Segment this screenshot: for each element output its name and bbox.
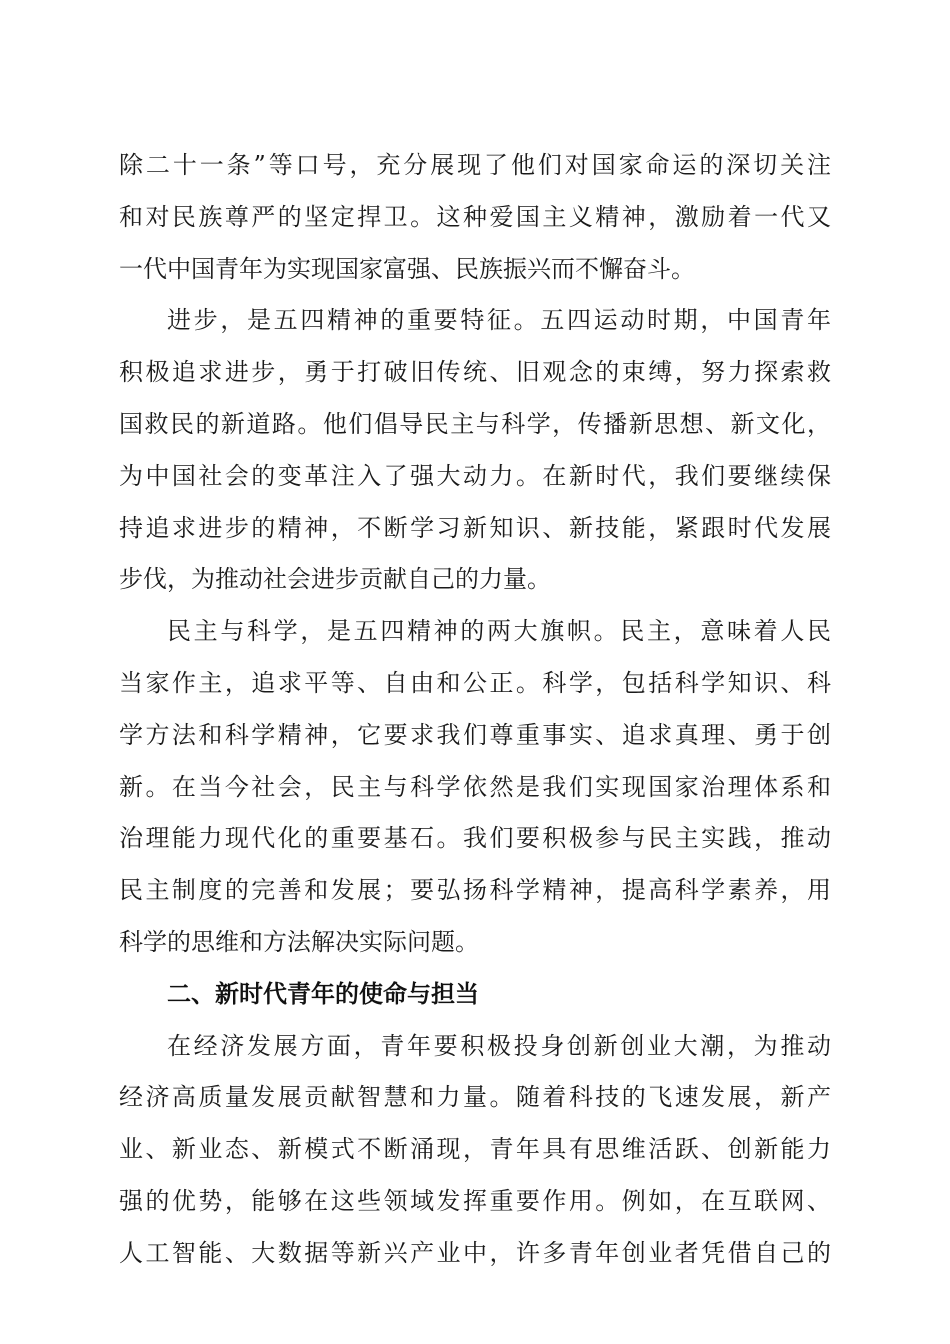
text-line: 步伐，为推动社会进步贡献自己的力量。 bbox=[119, 565, 551, 594]
text-line: 民主制度的完善和发展；要弘扬科学精神，提高科学素养，用 bbox=[119, 876, 831, 905]
text-line: 国救民的新道路。他们倡导民主与科学，传播新思想、新文化， bbox=[119, 409, 831, 438]
text-line: 一代中国青年为实现国家富强、民族振兴而不懈奋斗。 bbox=[119, 254, 695, 283]
document-body bbox=[119, 140, 831, 1280]
text-line: 除二十一条”等口号，充分展现了他们对国家命运的深切关注 bbox=[119, 151, 831, 179]
text-line: 和对民族尊严的坚定捍卫。这种爱国主义精神，激励着一代又 bbox=[119, 202, 831, 231]
text-line: 经济高质量发展贡献智慧和力量。随着科技的飞速发展，新产 bbox=[119, 1083, 831, 1112]
text-line: 科学的思维和方法解决实际问题。 bbox=[119, 927, 479, 956]
text-line: 为中国社会的变革注入了强大动力。在新时代，我们要继续保 bbox=[119, 461, 831, 490]
text-line: 新。在当今社会，民主与科学依然是我们实现国家治理体系和 bbox=[119, 772, 831, 801]
text-line: 当家作主，追求平等、自由和公正。科学，包括科学知识、科 bbox=[119, 668, 831, 697]
text-line: 业、新业态、新模式不断涌现，青年具有思维活跃、创新能力 bbox=[119, 1135, 831, 1164]
text-line: 学方法和科学精神，它要求我们尊重事实、追求真理、勇于创 bbox=[119, 720, 831, 749]
text-line: 民主与科学，是五四精神的两大旗帜。民主，意味着人民 bbox=[167, 617, 831, 646]
text-line: 进步，是五四精神的重要特征。五四运动时期，中国青年 bbox=[167, 306, 831, 335]
text-line: 持追求进步的精神，不断学习新知识、新技能，紧跟时代发展 bbox=[119, 513, 831, 542]
text-line: 强的优势，能够在这些领域发挥重要作用。例如，在互联网、 bbox=[119, 1186, 831, 1215]
text-line: 治理能力现代化的重要基石。我们要积极参与民主实践，推动 bbox=[119, 824, 831, 853]
section-heading: 二、新时代青年的使命与担当 bbox=[167, 979, 479, 1008]
text-line: 积极追求进步，勇于打破旧传统、旧观念的束缚，努力探索救 bbox=[119, 358, 831, 387]
text-line: 人工智能、大数据等新兴产业中，许多青年创业者凭借自己的 bbox=[119, 1238, 831, 1267]
text-line: 在经济发展方面，青年要积极投身创新创业大潮，为推动 bbox=[167, 1031, 831, 1060]
